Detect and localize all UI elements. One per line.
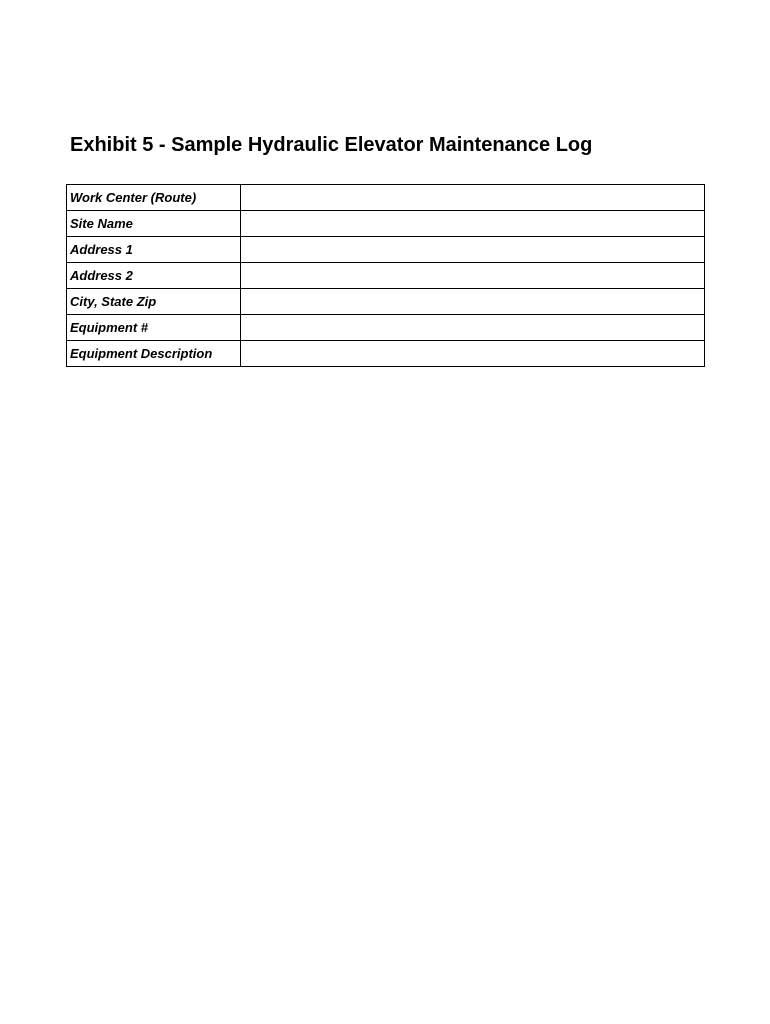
address-1-field[interactable] xyxy=(241,237,705,263)
form-row-equipment-number xyxy=(67,315,705,341)
site-name-label: Site Name xyxy=(67,211,241,237)
address-1-label: Address 1 xyxy=(67,237,241,263)
form-row-address-2 xyxy=(67,263,705,289)
equipment-description-label: Equipment Description xyxy=(67,341,241,367)
equipment-info-table xyxy=(66,184,705,367)
city-state-zip-label: City, State Zip xyxy=(67,289,241,315)
form-row-work-center xyxy=(67,185,705,211)
city-state-zip-field[interactable] xyxy=(241,289,705,315)
form-row-address-1 xyxy=(67,237,705,263)
page-title: Exhibit 5 - Sample Hydraulic Elevator Maintenance Log xyxy=(70,134,593,156)
address-2-field[interactable] xyxy=(241,263,705,289)
form-row-city-state-zip xyxy=(67,289,705,315)
form-row-equipment-description xyxy=(67,341,705,367)
form-row-site-name xyxy=(67,211,705,237)
equipment-number-field[interactable] xyxy=(241,315,705,341)
site-name-field[interactable] xyxy=(241,211,705,237)
work-center-field[interactable] xyxy=(241,185,705,211)
work-center-label: Work Center (Route) xyxy=(67,185,241,211)
address-2-label: Address 2 xyxy=(67,263,241,289)
equipment-number-label: Equipment # xyxy=(67,315,241,341)
equipment-description-field[interactable] xyxy=(241,341,705,367)
